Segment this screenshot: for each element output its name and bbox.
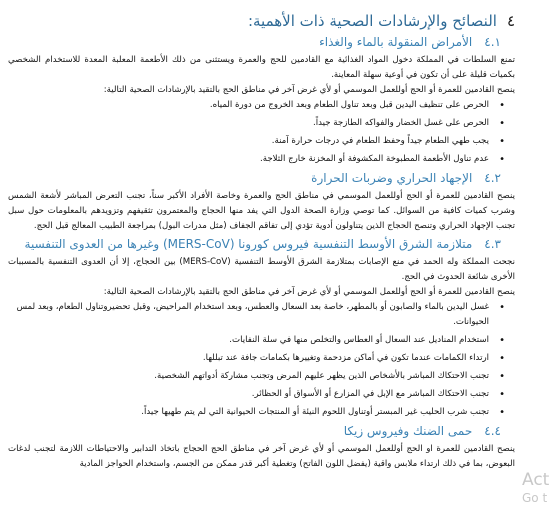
list-item: • غسل اليدين بالماء والصابون أو بالمطهر، خاصة بعد السعال والعطس، وبعد استخدام المراحيض، وقبل تحضيروتناول الطعام، وبعد لمس الحيوانات.	[8, 300, 489, 330]
paragraph: ينصح القادمين للعمرة او الحج أوللعمل الموسمي أو لأي غرض آخر في مناطق الحج الحجاج باتخاذ التدابير والاحتياطات اللازمة لتجنب لدغات البعوض، بما في ذلك ارتداء ملابس واقية (يفضل اللون الفاتح) وتغطية أكبر قدر ممكن من الجسم، واستخدام الحواجز المادية	[8, 444, 515, 469]
watermark-line-1: Act	[522, 470, 550, 490]
list-item: • تجنب الاحتكاك المباشر مع الإبل في المزارع أو الأسواق أو الحظائر.	[8, 387, 489, 402]
list-item: • استخدام المناديل عند السعال أو العطاس والتخلص منها في سلة النفايات.	[8, 333, 489, 348]
subsection-heading-4-1	[8, 34, 501, 51]
section-number: ٤	[506, 12, 515, 30]
paragraph: تمنع السلطات في المملكة دخول المواد الغذائية مع القادمين للحج والعمرة ويستثنى من ذلك الأطعمة المعلبة المعدة للاستخدام الشخصي بكميات قليلة على أن تكون في أوعية سهلة المعاينة.	[8, 55, 515, 80]
paragraph: نجحت المملكة وله الحمد في منع الإصابات بمتلازمة الشرق الأوسط التنفسية (MERS-CoV) بين الحجاج، إلا أن العدوى التنفسية بالمسببات الأخرى شائعة الحدوث في الحج.	[8, 257, 516, 282]
subsection-number: ٤.١	[484, 35, 501, 49]
bullet-list	[8, 300, 515, 420]
list-item: • الحرص على غسل الخضار والفواكه الطازجة جيداً.	[8, 116, 489, 131]
subsection-title: الأمراض المنقولة بالماء والغذاء	[319, 35, 473, 49]
list-item: • تجنب الاحتكاك المباشر بالأشخاص الذين يظهر عليهم المرض وتجنب مشاركة أدواتهم الشخصية.	[8, 369, 489, 384]
subsection-heading-4-3	[8, 236, 501, 253]
subsection-title: متلازمة الشرق الأوسط التنفسية فيروس كورونا (MERS-CoV) وغيرها من العدوى التنفسية	[24, 237, 473, 251]
list-item: • الحرص على تنظيف اليدين قبل وبعد تناول الطعام وبعد الخروج من دورة المياه.	[8, 98, 489, 113]
watermark-line-2: Go t	[522, 491, 548, 505]
subsection-number: ٤.٤	[484, 424, 501, 438]
subsection-heading-4-4	[8, 423, 501, 440]
subsection-number: ٤.٣	[484, 237, 501, 251]
activation-watermark	[522, 470, 549, 506]
subsection-title: حمى الضنك وفيروس زيكا	[343, 424, 473, 438]
section-heading	[8, 10, 515, 32]
list-item: • عدم تناول الأطعمة المطبوخة المكشوفة أو المخزنة خارج الثلاجة.	[8, 152, 489, 167]
section-title: النصائح والإرشادات الصحية ذات الأهمية:	[247, 12, 497, 30]
subsection-heading-4-2	[8, 170, 501, 187]
list-item: • يجب طهي الطعام جيداً وحفظ الطعام في درجات حرارة آمنة.	[8, 134, 489, 149]
subsection-number: ٤.٢	[484, 171, 501, 185]
subsection-title: الإجهاد الحراري وضربات الحرارة	[311, 171, 473, 185]
list-item: • ارتداء الكمامات عندما تكون في أماكن مزدحمة وتغييرها بكمامات جافة عند تبللها.	[8, 351, 489, 366]
list-item: • تجنب شرب الحليب غير المبستر أوتناول اللحوم النيئة أو المنتجات الحيوانية التي لم يتم طهيها جيداً.	[8, 405, 489, 420]
paragraph: ينصح القادمين للعمرة أو الحج أوللعمل الموسمي في مناطق الحج والعمرة وخاصة الأفراد الأكبر سناً، تجنب التعرض المباشر لأشعة الشمس وشرب كميات كافية من السوائل. كما توصي وزارة الصحة الدول التي يفد منها الحجاج والمعتمرون تثقيفهم وتزويدهم بالمعلومات حول سبل تجنب الإجهاد الحراري وتنصح الحجاج الذين يتناولون أدوية تؤدي إلى تفاقم الجفاف (مثل مدرات البول) بمراجعة الطبيب المعالج قبل الحج.	[8, 191, 515, 231]
paragraph: ينصح القادمين للعمرة أو الحج أوللعمل الموسمي أو لأي غرض آخر في مناطق الحج بالتقيد بالإرشادات الصحية التالية:	[103, 287, 515, 297]
bullet-list	[8, 98, 515, 167]
paragraph: ينصح القادمين للعمرة أو الحج أوللعمل الموسمي أو لأي غرض آخر في مناطق الحج بالتقيد بالإرشادات الصحية التالية:	[103, 85, 515, 95]
